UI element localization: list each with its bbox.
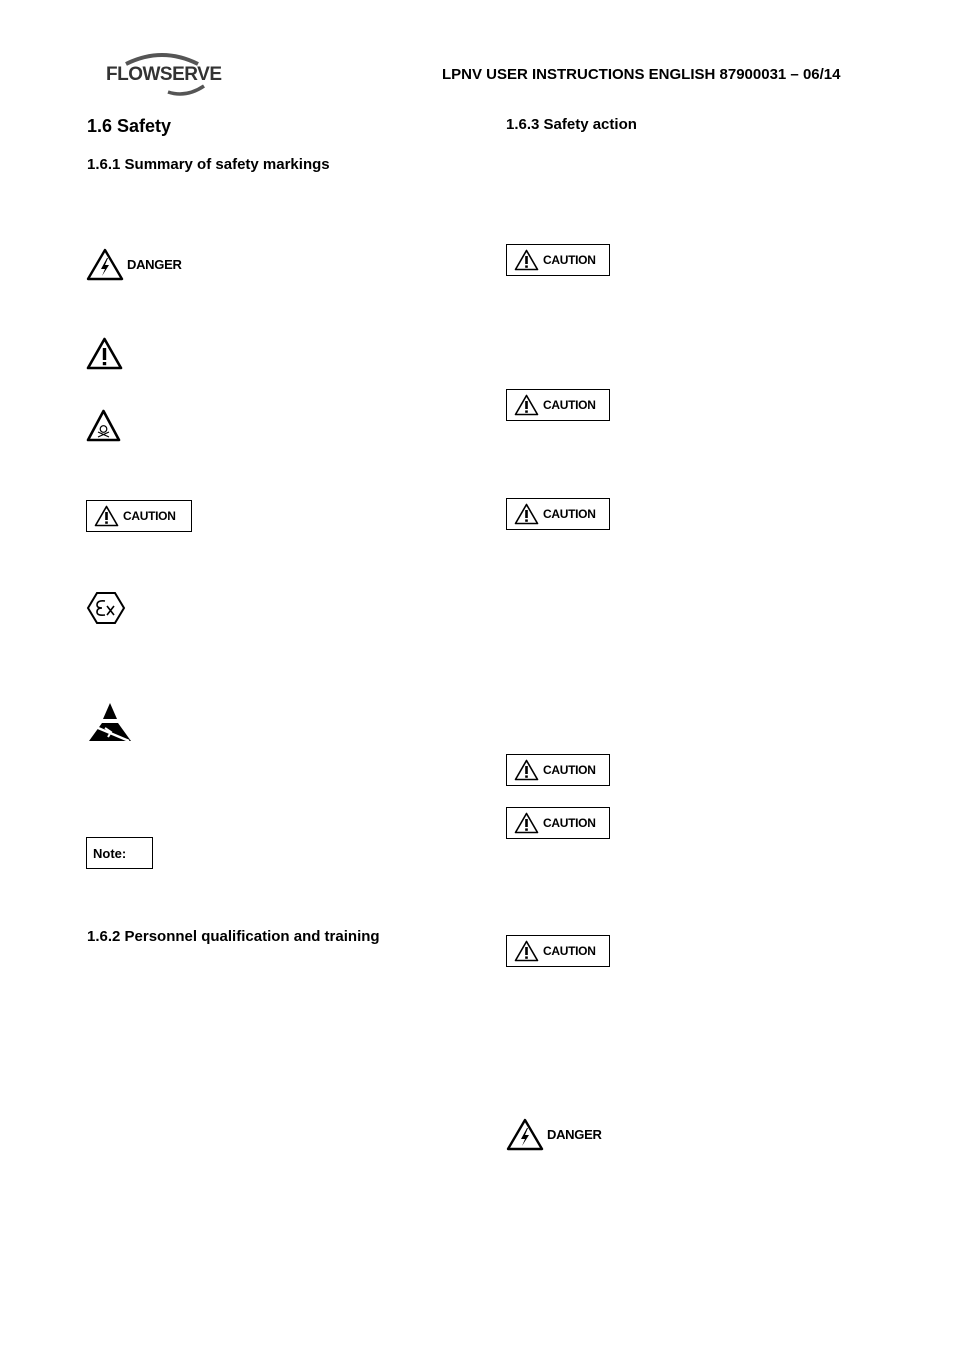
note-marking (86, 837, 153, 869)
caution-label: CAUTION (543, 253, 596, 267)
caution-marking (86, 500, 192, 532)
esd-icon (87, 701, 133, 743)
danger-label: DANGER (547, 1127, 602, 1142)
ex-explosion-icon (86, 591, 126, 625)
caution-icon (514, 503, 539, 525)
subsection-action-title: 1.6.3 Safety action (506, 116, 637, 133)
caution-icon (94, 505, 119, 527)
subsection-markings-title: 1.6.1 Summary of safety markings (87, 156, 330, 173)
caution-icon (514, 759, 539, 781)
toxic-hazard-icon (86, 409, 121, 442)
caution-icon (514, 812, 539, 834)
logo-text: FLOWSERVE (106, 64, 222, 85)
danger-electric-icon (86, 248, 124, 281)
danger-marking (506, 1118, 602, 1151)
caution-label: CAUTION (543, 398, 596, 412)
caution-icon (514, 940, 539, 962)
subsection-personnel-title: 1.6.2 Personnel qualification and training (87, 928, 380, 945)
flowserve-logo (106, 52, 222, 100)
note-label: Note: (93, 845, 127, 861)
caution-marking (506, 754, 610, 786)
section-title: 1.6 Safety (87, 116, 172, 136)
warning-exclamation-icon (86, 337, 123, 370)
caution-marking (506, 498, 610, 530)
danger-label: DANGER (127, 257, 182, 272)
caution-label: CAUTION (123, 509, 176, 523)
document-header-title: LPNV USER INSTRUCTIONS ENGLISH 87900031 – 06/14 (442, 66, 841, 83)
caution-icon (514, 249, 539, 271)
caution-label: CAUTION (543, 507, 596, 521)
danger-electric-icon (506, 1118, 544, 1151)
caution-marking (506, 935, 610, 967)
caution-marking (506, 244, 610, 276)
caution-marking (506, 389, 610, 421)
caution-label: CAUTION (543, 944, 596, 958)
caution-label: CAUTION (543, 816, 596, 830)
caution-marking (506, 807, 610, 839)
danger-marking (86, 248, 182, 281)
caution-icon (514, 394, 539, 416)
caution-label: CAUTION (543, 763, 596, 777)
